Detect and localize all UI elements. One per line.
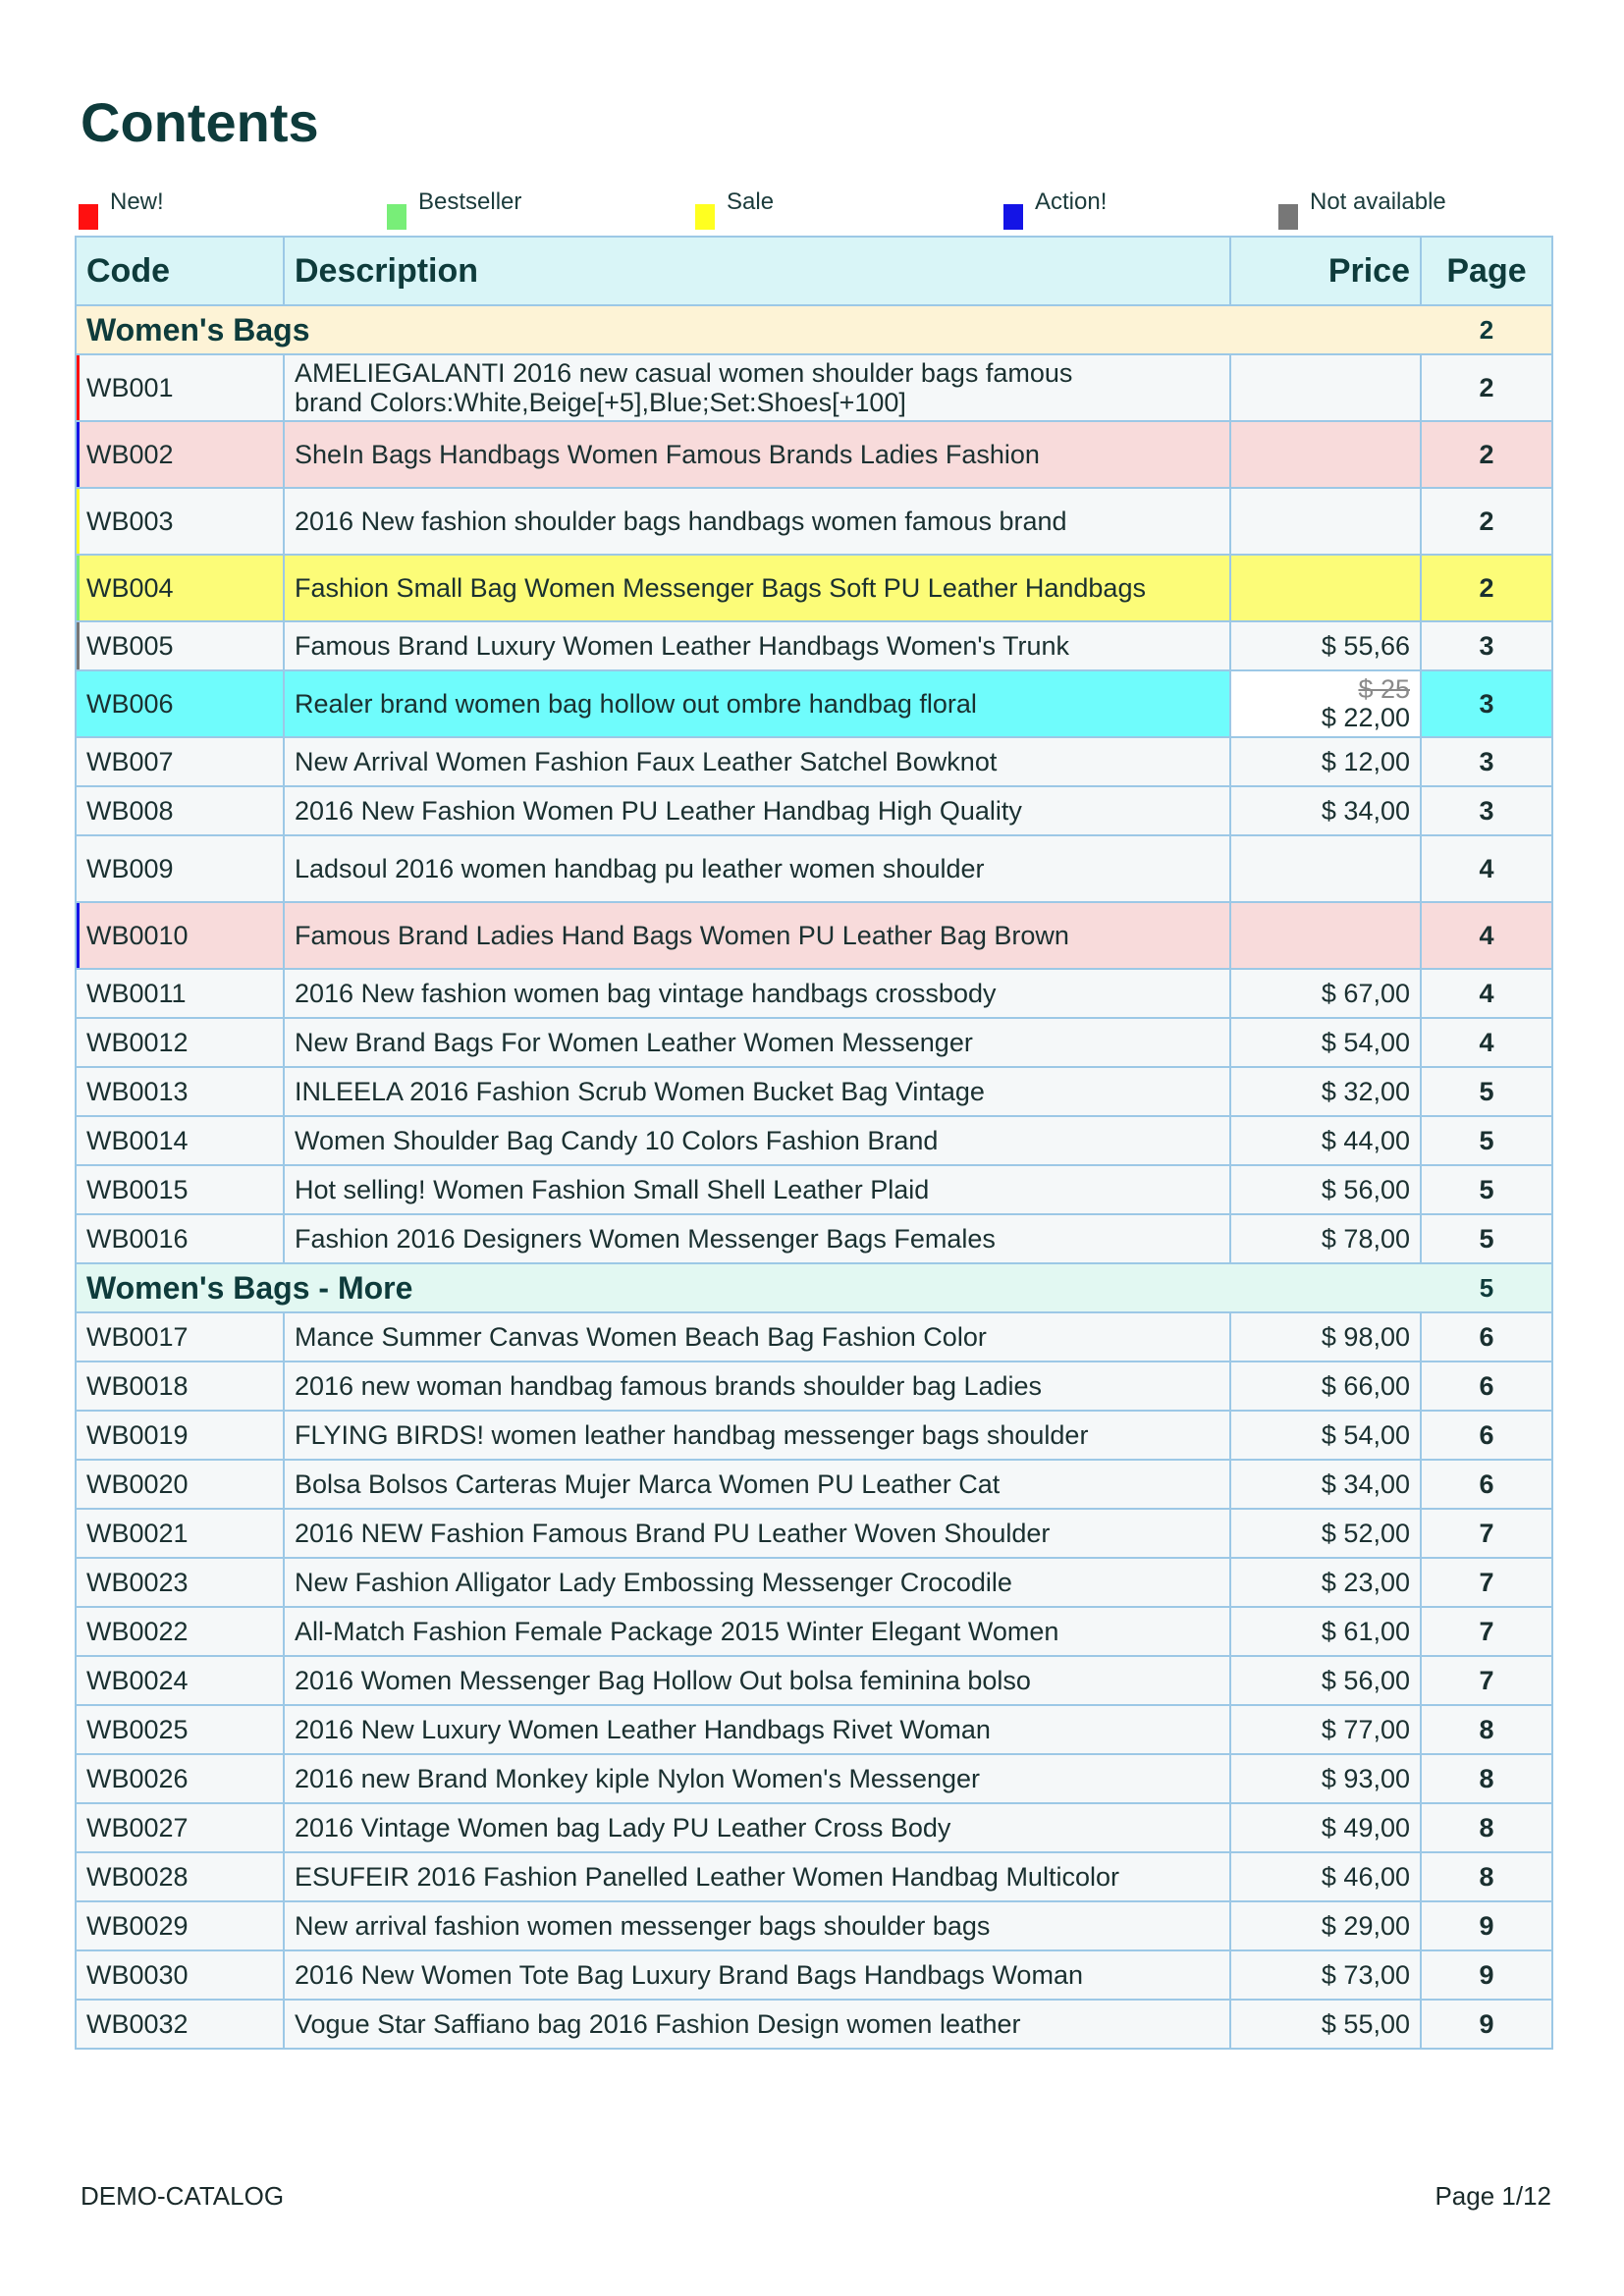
- item-page[interactable]: 3: [1421, 621, 1552, 670]
- page-title: Contents: [81, 91, 319, 153]
- item-code[interactable]: WB002: [76, 421, 284, 488]
- section-row-womens-bags-more[interactable]: [76, 1263, 1552, 1312]
- item-price: $ 54,00: [1230, 1018, 1421, 1067]
- item-description[interactable]: Bolsa Bolsos Carteras Mujer Marca Women PU Leather Cat: [284, 1460, 1230, 1509]
- item-code[interactable]: WB0012: [76, 1018, 284, 1067]
- item-page[interactable]: 3: [1421, 670, 1552, 737]
- item-description[interactable]: Ladsoul 2016 women handbag pu leather women shoulder: [284, 835, 1230, 902]
- item-page[interactable]: 8: [1421, 1852, 1552, 1901]
- item-description[interactable]: 2016 New Luxury Women Leather Handbags Rivet Woman: [284, 1705, 1230, 1754]
- item-code[interactable]: WB0018: [76, 1362, 284, 1411]
- item-price: $ 56,00: [1230, 1656, 1421, 1705]
- item-description[interactable]: New Brand Bags For Women Leather Women Messenger: [284, 1018, 1230, 1067]
- bestseller-flag: [76, 555, 80, 621]
- section-page[interactable]: 2: [1421, 305, 1552, 354]
- item-code[interactable]: WB001: [76, 354, 284, 421]
- item-code[interactable]: WB0028: [76, 1852, 284, 1901]
- column-header-page: Page: [1421, 237, 1552, 305]
- table-row[interactable]: [76, 1067, 1552, 1116]
- sale-price: $ 22,00: [1321, 703, 1410, 732]
- legend: [79, 188, 1551, 232]
- item-page[interactable]: 3: [1421, 737, 1552, 786]
- item-page[interactable]: 9: [1421, 1950, 1552, 2000]
- column-header-price: Price: [1230, 237, 1421, 305]
- legend-label: Bestseller: [418, 188, 522, 215]
- item-code[interactable]: WB0016: [76, 1214, 284, 1263]
- table-row[interactable]: [76, 354, 1552, 421]
- item-description[interactable]: SheIn Bags Handbags Women Famous Brands Ladies Fashion: [284, 421, 1230, 488]
- item-page[interactable]: 6: [1421, 1312, 1552, 1362]
- item-page[interactable]: 5: [1421, 1116, 1552, 1165]
- table-row[interactable]: [76, 421, 1552, 488]
- item-page[interactable]: 7: [1421, 1558, 1552, 1607]
- item-description[interactable]: 2016 New fashion shoulder bags handbags women famous brand: [284, 488, 1230, 555]
- item-page[interactable]: 5: [1421, 1165, 1552, 1214]
- item-page[interactable]: 5: [1421, 1067, 1552, 1116]
- table-row[interactable]: [76, 1852, 1552, 1901]
- item-price: $ 44,00: [1230, 1116, 1421, 1165]
- item-price: $ 98,00: [1230, 1312, 1421, 1362]
- table-row[interactable]: [76, 2000, 1552, 2049]
- item-page[interactable]: 2: [1421, 421, 1552, 488]
- item-price: $ 61,00: [1230, 1607, 1421, 1656]
- table-row[interactable]: [76, 1165, 1552, 1214]
- item-price: $ 32,00: [1230, 1067, 1421, 1116]
- item-page[interactable]: 9: [1421, 1901, 1552, 1950]
- item-description[interactable]: AMELIEGALANTI 2016 new casual women shoulder bags famous brand Colors:White,Beige[+5],Blue;Set:Shoes[+100]: [284, 354, 1230, 421]
- table-row[interactable]: [76, 1214, 1552, 1263]
- table-row[interactable]: [76, 1362, 1552, 1411]
- section-title[interactable]: Women's Bags - More: [76, 1263, 1421, 1312]
- item-page[interactable]: 4: [1421, 1018, 1552, 1067]
- item-page[interactable]: 2: [1421, 354, 1552, 421]
- item-description[interactable]: Mance Summer Canvas Women Beach Bag Fashion Color: [284, 1312, 1230, 1362]
- table-row[interactable]: [76, 1558, 1552, 1607]
- table-row[interactable]: [76, 1018, 1552, 1067]
- item-price: $ 66,00: [1230, 1362, 1421, 1411]
- contents-table: [75, 236, 1553, 2050]
- item-price: $ 46,00: [1230, 1852, 1421, 1901]
- table-row[interactable]: [76, 488, 1552, 555]
- table-row[interactable]: [76, 555, 1552, 621]
- item-price: $ 34,00: [1230, 786, 1421, 835]
- table-row[interactable]: [76, 1754, 1552, 1803]
- item-price: $ 55,00: [1230, 2000, 1421, 2049]
- item-code[interactable]: WB0026: [76, 1754, 284, 1803]
- item-page[interactable]: 2: [1421, 488, 1552, 555]
- item-page[interactable]: 8: [1421, 1705, 1552, 1754]
- item-description[interactable]: New Arrival Women Fashion Faux Leather Satchel Bowknot: [284, 737, 1230, 786]
- item-page[interactable]: 4: [1421, 902, 1552, 969]
- item-price: $ 34,00: [1230, 1460, 1421, 1509]
- item-price: $ 52,00: [1230, 1509, 1421, 1558]
- item-page[interactable]: 3: [1421, 786, 1552, 835]
- item-code[interactable]: WB003: [76, 488, 284, 555]
- table-row[interactable]: [76, 1656, 1552, 1705]
- item-description[interactable]: New Fashion Alligator Lady Embossing Messenger Crocodile: [284, 1558, 1230, 1607]
- legend-swatch-yellow: [695, 204, 715, 230]
- item-description[interactable]: New arrival fashion women messenger bags shoulder bags: [284, 1901, 1230, 1950]
- item-price: $ 93,00: [1230, 1754, 1421, 1803]
- table-row[interactable]: [76, 1705, 1552, 1754]
- item-page[interactable]: 7: [1421, 1607, 1552, 1656]
- item-code[interactable]: WB008: [76, 786, 284, 835]
- table-row[interactable]: [76, 969, 1552, 1018]
- item-price: [1230, 555, 1421, 621]
- item-page[interactable]: 7: [1421, 1509, 1552, 1558]
- section-page[interactable]: 5: [1421, 1263, 1552, 1312]
- item-description[interactable]: 2016 New Fashion Women PU Leather Handbag High Quality: [284, 786, 1230, 835]
- item-price: [1230, 902, 1421, 969]
- legend-label: New!: [110, 188, 164, 215]
- action-flag: [76, 902, 80, 969]
- item-description[interactable]: FLYING BIRDS! women leather handbag messenger bags shoulder: [284, 1411, 1230, 1460]
- column-header-code: Code: [76, 237, 284, 305]
- item-price: $ 49,00: [1230, 1803, 1421, 1852]
- table-row[interactable]: [76, 1411, 1552, 1460]
- item-code[interactable]: WB0010: [76, 902, 284, 969]
- footer-page-number: Page 1/12: [1435, 2181, 1551, 2211]
- item-code[interactable]: WB0013: [76, 1067, 284, 1116]
- item-code[interactable]: WB0021: [76, 1509, 284, 1558]
- item-price: [1230, 421, 1421, 488]
- item-description[interactable]: 2016 new Brand Monkey kiple Nylon Women's Messenger: [284, 1754, 1230, 1803]
- item-price: $ 73,00: [1230, 1950, 1421, 2000]
- old-price: $ 25: [1358, 674, 1410, 704]
- item-description[interactable]: 2016 Vintage Women bag Lady PU Leather Cross Body: [284, 1803, 1230, 1852]
- table-row[interactable]: [76, 1460, 1552, 1509]
- column-header-description: Description: [284, 237, 1230, 305]
- item-description[interactable]: Famous Brand Luxury Women Leather Handbags Women's Trunk: [284, 621, 1230, 670]
- item-description[interactable]: Women Shoulder Bag Candy 10 Colors Fashion Brand: [284, 1116, 1230, 1165]
- item-description[interactable]: All-Match Fashion Female Package 2015 Winter Elegant Women: [284, 1607, 1230, 1656]
- item-description[interactable]: INLEELA 2016 Fashion Scrub Women Bucket Bag Vintage: [284, 1067, 1230, 1116]
- item-code[interactable]: WB0019: [76, 1411, 284, 1460]
- table-row[interactable]: [76, 621, 1552, 670]
- item-description[interactable]: Vogue Star Saffiano bag 2016 Fashion Design women leather: [284, 2000, 1230, 2049]
- item-code[interactable]: WB0027: [76, 1803, 284, 1852]
- table-row[interactable]: [76, 1607, 1552, 1656]
- item-code[interactable]: WB0015: [76, 1165, 284, 1214]
- legend-label: Not available: [1310, 188, 1446, 215]
- legend-swatch-blue: [1003, 204, 1023, 230]
- item-description[interactable]: Fashion 2016 Designers Women Messenger Bags Females: [284, 1214, 1230, 1263]
- item-code[interactable]: WB0024: [76, 1656, 284, 1705]
- legend-label: Sale: [727, 188, 775, 215]
- item-price: $ 55,66: [1230, 621, 1421, 670]
- table-row[interactable]: [76, 1803, 1552, 1852]
- item-page[interactable]: 8: [1421, 1803, 1552, 1852]
- item-price: $ 78,00: [1230, 1214, 1421, 1263]
- table-row[interactable]: [76, 670, 1552, 737]
- table-row[interactable]: [76, 1312, 1552, 1362]
- table-row[interactable]: [76, 835, 1552, 902]
- table-row[interactable]: [76, 737, 1552, 786]
- section-row-womens-bags[interactable]: [76, 305, 1552, 354]
- item-description[interactable]: 2016 New Women Tote Bag Luxury Brand Bags Handbags Woman: [284, 1950, 1230, 2000]
- section-title[interactable]: Women's Bags: [76, 305, 1421, 354]
- item-price: $ 29,00: [1230, 1901, 1421, 1950]
- item-description[interactable]: ESUFEIR 2016 Fashion Panelled Leather Women Handbag Multicolor: [284, 1852, 1230, 1901]
- item-code[interactable]: WB0017: [76, 1312, 284, 1362]
- item-price: $ 12,00: [1230, 737, 1421, 786]
- item-code[interactable]: WB0025: [76, 1705, 284, 1754]
- legend-label: Action!: [1035, 188, 1108, 215]
- item-code[interactable]: WB004: [76, 555, 284, 621]
- item-description[interactable]: 2016 Women Messenger Bag Hollow Out bolsa feminina bolso: [284, 1656, 1230, 1705]
- item-code[interactable]: WB0032: [76, 2000, 284, 2049]
- sale-flag: [76, 488, 80, 555]
- item-page[interactable]: 5: [1421, 1214, 1552, 1263]
- legend-swatch-gray: [1278, 204, 1298, 230]
- item-price: [1230, 835, 1421, 902]
- item-page[interactable]: 8: [1421, 1754, 1552, 1803]
- table-row[interactable]: [76, 1950, 1552, 2000]
- item-page[interactable]: 4: [1421, 969, 1552, 1018]
- item-page[interactable]: 7: [1421, 1656, 1552, 1705]
- table-row[interactable]: [76, 786, 1552, 835]
- item-page[interactable]: 6: [1421, 1411, 1552, 1460]
- item-description[interactable]: 2016 New fashion women bag vintage handbags crossbody: [284, 969, 1230, 1018]
- item-description[interactable]: Realer brand women bag hollow out ombre handbag floral: [284, 670, 1230, 737]
- item-code[interactable]: WB006: [76, 670, 284, 737]
- item-code[interactable]: WB009: [76, 835, 284, 902]
- table-header-row: [76, 237, 1552, 305]
- item-code[interactable]: WB0023: [76, 1558, 284, 1607]
- item-code[interactable]: WB0020: [76, 1460, 284, 1509]
- table-row[interactable]: [76, 1509, 1552, 1558]
- item-price: $ 67,00: [1230, 969, 1421, 1018]
- legend-swatch-red: [79, 204, 98, 230]
- new-flag: [76, 354, 80, 421]
- item-price: [1230, 488, 1421, 555]
- action-flag: [76, 421, 80, 488]
- item-description[interactable]: Famous Brand Ladies Hand Bags Women PU Leather Bag Brown: [284, 902, 1230, 969]
- footer-catalog-name: DEMO-CATALOG: [81, 2181, 285, 2211]
- item-code[interactable]: WB007: [76, 737, 284, 786]
- item-description[interactable]: Hot selling! Women Fashion Small Shell Leather Plaid: [284, 1165, 1230, 1214]
- legend-swatch-green: [387, 204, 406, 230]
- item-code[interactable]: WB005: [76, 621, 284, 670]
- item-page[interactable]: 4: [1421, 835, 1552, 902]
- item-description[interactable]: 2016 NEW Fashion Famous Brand PU Leather Woven Shoulder: [284, 1509, 1230, 1558]
- item-page[interactable]: 6: [1421, 1362, 1552, 1411]
- item-price: $ 56,00: [1230, 1165, 1421, 1214]
- item-code[interactable]: WB0030: [76, 1950, 284, 2000]
- not-available-flag: [76, 621, 80, 670]
- table-row[interactable]: [76, 1901, 1552, 1950]
- item-code[interactable]: WB0029: [76, 1901, 284, 1950]
- item-price: $ 77,00: [1230, 1705, 1421, 1754]
- item-code[interactable]: WB0014: [76, 1116, 284, 1165]
- item-page[interactable]: 6: [1421, 1460, 1552, 1509]
- item-description[interactable]: 2016 new woman handbag famous brands shoulder bag Ladies: [284, 1362, 1230, 1411]
- item-price: $ 23,00: [1230, 1558, 1421, 1607]
- table-row[interactable]: [76, 1116, 1552, 1165]
- table-row[interactable]: [76, 902, 1552, 969]
- item-description[interactable]: Fashion Small Bag Women Messenger Bags Soft PU Leather Handbags: [284, 555, 1230, 621]
- item-page[interactable]: 2: [1421, 555, 1552, 621]
- item-price: [1230, 670, 1421, 737]
- item-code[interactable]: WB0022: [76, 1607, 284, 1656]
- item-code[interactable]: WB0011: [76, 969, 284, 1018]
- item-price: $ 54,00: [1230, 1411, 1421, 1460]
- item-page[interactable]: 9: [1421, 2000, 1552, 2049]
- item-price: [1230, 354, 1421, 421]
